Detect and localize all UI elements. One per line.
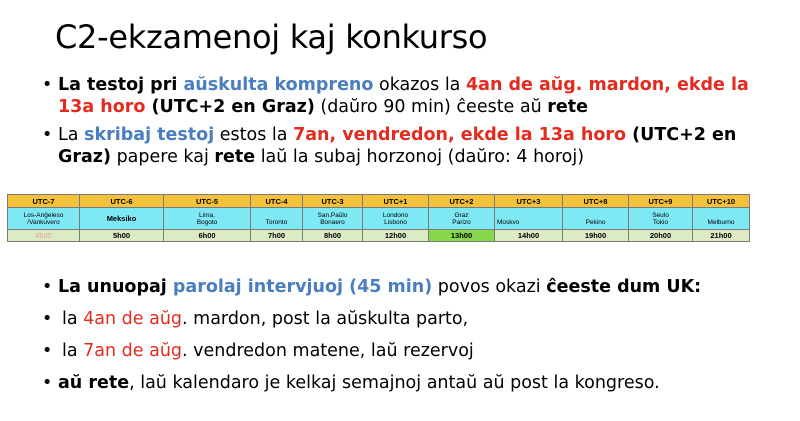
city-name: Bonaero [320, 218, 345, 226]
time-cell: 12h00 [363, 230, 429, 242]
text-segment: La testoj pri [58, 75, 184, 95]
utc-cell: UTC+8 [563, 195, 629, 208]
city-name: San.Paŭlo [317, 211, 348, 219]
text-segment: aŭ rete [58, 373, 130, 393]
time-cell: 19h00 [563, 230, 629, 242]
utc-cell: UTC+10 [693, 195, 750, 208]
text-segment: parolaj intervjuoj (45 min) [172, 277, 433, 297]
text-segment: La unuopaj [58, 277, 173, 297]
utc-cell: UTC-5 [164, 195, 251, 208]
bullet-dot: • [42, 309, 53, 329]
text-segment: 4an de aŭg [83, 309, 183, 329]
city-name: Meksiko [106, 214, 137, 223]
city-cell [164, 208, 251, 230]
text-segment: 7an, vendredon, ekde la 13a horo [293, 125, 627, 145]
bullet-dot: • [42, 277, 53, 297]
text-segment: . mardon, post la aŭskulta parto, [182, 309, 469, 329]
bullet-dot: • [42, 125, 53, 145]
city-name: Pekino [585, 218, 606, 226]
text-segment: La [58, 125, 85, 145]
timezone-table [7, 194, 750, 242]
city-cell [363, 208, 429, 230]
city-name: Londono [382, 211, 409, 219]
city-cell [251, 208, 303, 230]
slide-title: C2-ekzamenoj kaj konkurso [55, 18, 488, 56]
text-segment: rete [214, 147, 256, 167]
city-cell [80, 208, 164, 230]
text-segment: 4an de aŭg. mardon, ekde la 13a horo [58, 75, 749, 117]
bullet-written-test [40, 124, 780, 168]
city-name: Lima, [199, 211, 215, 219]
text-segment: papere kaj [111, 147, 215, 167]
utc-cell: UTC-3 [303, 195, 363, 208]
text-segment: rete [547, 97, 589, 117]
utc-cell: UTC-4 [251, 195, 303, 208]
bottom-bullet-list [40, 276, 780, 404]
text-segment: okazos la [373, 75, 466, 95]
text-segment: 7an de aŭg [83, 341, 183, 361]
city-cell [8, 208, 80, 230]
time-row [8, 230, 750, 242]
bullet-dot: • [42, 341, 53, 361]
time-cell: 20h00 [629, 230, 693, 242]
time-cell: 5h00 [80, 230, 164, 242]
utc-cell: UTC+9 [629, 195, 693, 208]
city-cell [629, 208, 693, 230]
bullet-oral-online [40, 372, 780, 394]
bullet-oral-option-1 [40, 308, 780, 330]
time-cell: 4h00 [8, 230, 80, 242]
city-name: Seulo [652, 211, 669, 219]
time-cell: 7h00 [251, 230, 303, 242]
text-segment: , laŭ kalendaro je kelkaj semajnoj antaŭ aŭ post la kongreso. [129, 373, 660, 393]
bullet-dot: • [42, 75, 53, 95]
text-segment: la [62, 309, 84, 329]
text-segment: . vendredon matene, laŭ rezervoj [182, 341, 474, 361]
city-name: Melburno [707, 218, 735, 226]
text-segment: la [62, 341, 84, 361]
time-cell: 14h00 [495, 230, 563, 242]
city-cell [563, 208, 629, 230]
city-name: Lisbono [384, 218, 407, 226]
city-name: Moskvo [497, 218, 520, 226]
city-name: Toronto [265, 218, 288, 226]
city-name: /Vankuvero [27, 218, 60, 226]
city-cell [303, 208, 363, 230]
city-cell [693, 208, 750, 230]
bullet-listening-test [40, 74, 780, 118]
text-segment: (UTC+2 en Graz) [145, 97, 315, 117]
city-cell [429, 208, 495, 230]
city-name: Graz [454, 211, 469, 219]
time-cell: 13h00 [429, 230, 495, 242]
utc-cell: UTC-7 [8, 195, 80, 208]
top-bullet-list [40, 74, 780, 174]
utc-row [8, 195, 750, 208]
city-name: Bogoto [196, 218, 218, 226]
city-cell [495, 208, 563, 230]
bullet-oral-interviews [40, 276, 780, 298]
time-cell: 8h00 [303, 230, 363, 242]
text-segment: skribaj testoj [84, 125, 215, 145]
text-segment: aŭskulta kompreno [183, 75, 374, 95]
city-name: Parizo [452, 218, 471, 226]
text-segment: ĉeeste dum UK: [546, 277, 702, 297]
bullet-dot: • [42, 373, 53, 393]
text-segment: (UTC+2 en Graz) [58, 125, 737, 167]
utc-cell: UTC+2 [429, 195, 495, 208]
utc-cell: UTC-6 [80, 195, 164, 208]
text-segment: (daŭro 90 min) ĉeeste aŭ [314, 97, 548, 117]
utc-cell: UTC+1 [363, 195, 429, 208]
city-row [8, 208, 750, 230]
utc-cell: UTC+3 [495, 195, 563, 208]
time-cell: 21h00 [693, 230, 750, 242]
text-segment: laŭ la subaj horzonoj (daŭro: 4 horoj) [255, 147, 585, 167]
bullet-oral-option-2 [40, 340, 780, 362]
city-name: Tokio [652, 218, 669, 226]
text-segment: estos la [214, 125, 294, 145]
time-cell: 6h00 [164, 230, 251, 242]
text-segment: povos okazi [432, 277, 547, 297]
city-name: Los-Anĝeleso [23, 211, 64, 219]
